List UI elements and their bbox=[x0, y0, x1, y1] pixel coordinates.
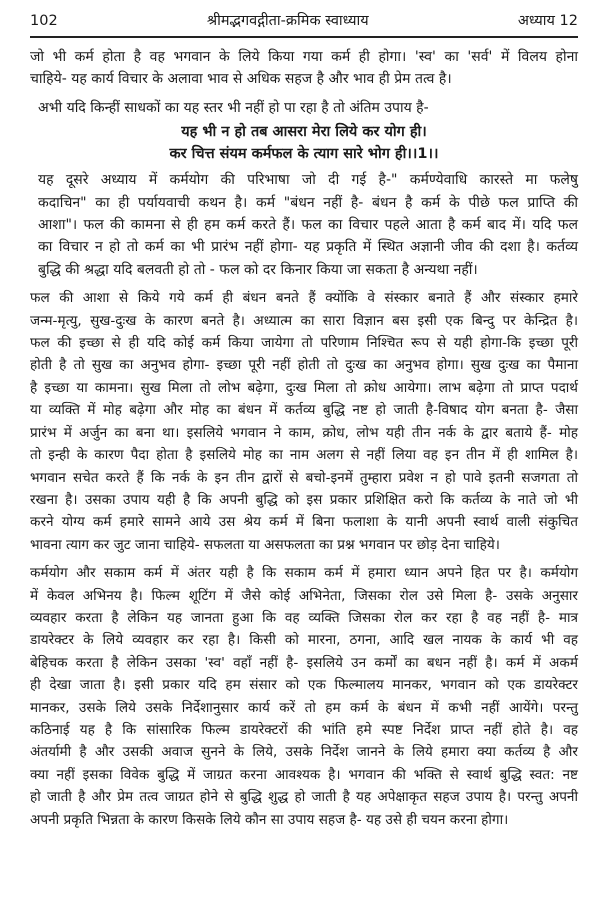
page-number: 102 bbox=[30, 13, 58, 29]
text-line: यह दूसरे अध्याय में कर्मयोग की परिभाषा जो दी गई है-" कर्मण्येवाधि कारस्ते मा फलेषु bbox=[38, 172, 578, 189]
page-header bbox=[30, 0, 578, 30]
text-line: रखना है। उसका उपाय यही है कि अपनी बुद्धि को इस प्रकार प्रशिक्षित करो कि कर्तव्य के नाते जो भी bbox=[30, 491, 578, 508]
header-rule bbox=[30, 36, 578, 38]
text-line: फल की आशा से किये गये कर्म ही बंधन बनते हैं क्योंकि वे संस्कार बनाते हैं और संस्कार हमारे bbox=[30, 290, 578, 307]
text-line: अभी यदि किन्हीं साधकों का यह स्तर भी नहीं हो पा रहा है तो अंतिम उपाय है- bbox=[38, 99, 429, 116]
text-line: हो जाती है और प्रेम तत्व जाग्रत होने से बुद्धि शुद्ध हो जाती है यह अपेक्षाकृत सहज उपाय है। परन्तु अपनी bbox=[30, 789, 578, 806]
paragraph-acting-analogy bbox=[30, 562, 578, 831]
text-line: बुद्धि की श्रद्धा यदि बलवती हो तो - फल को दर किनार किया जा सकता है अन्यथा नहीं। bbox=[38, 261, 478, 278]
text-line: में केवल अभिनय है। फिल्म शूटिंग में जैसे कोई अभिनेता, जिसका रोल उसे मिला है- उसके अनुसार bbox=[30, 587, 578, 604]
text-line: आशा"। फल की कामना से ही हम कर्म करते हैं। फल का विचार पहले आता है कर्म बाद में। यदि फल bbox=[38, 217, 578, 234]
chapter-label: अध्याय 12 bbox=[517, 13, 578, 29]
text-line: करने योग्य कर्म हमारे सामने आये उस श्रेय कर्म में बिना फलाशा के यानी अपनी स्वार्थ वाली संकुचित bbox=[30, 514, 578, 531]
text-line: या व्यक्ति में मोह बढ़ेगा और मोह का बंधन में कर्तव्य बुद्धि नष्ट हो जाती है-विषाद योग बनता है- जैसा bbox=[30, 402, 578, 419]
text-line: चाहिये- यह कार्य विचार के अलावा भाव से अधिक सहज है और भाव ही प्रेम तत्व है। bbox=[30, 71, 452, 88]
text-line: व्यवहार करता है लेकिन यह जानता हुआ कि वह व्यक्ति जिसका रोल कर रहा है वह नहीं है- मात्र bbox=[30, 609, 578, 626]
text-line: कठिनाई यह है कि सांसारिक फिल्म डायरेक्टरों की भांति हमे स्पष्ट निर्देश प्राप्त नहीं होते है। वह bbox=[30, 721, 578, 738]
text-line: कदाचिन" का ही पर्यायवाची कथन है। कर्म "बंधन नहीं है- बंधन है कर्म के पीछे फल प्राप्ति की bbox=[38, 194, 578, 211]
text-line: ही देखा जाता है। इसी प्रकार यदि हम संसार को एक फिल्मालय मानकर, भगवान को एक डायरेक्टर bbox=[30, 677, 578, 694]
verse-line: यह भी न हो तब आसरा मेरा लिये कर योग ही। bbox=[181, 124, 427, 141]
paragraph-lead-in bbox=[30, 97, 578, 119]
text-line: तो इन्ही के कारण पैदा होता है इसलिये मोह का नाम अलग से नहीं लिया वह इन तीन में ही शामिल है। bbox=[30, 447, 578, 464]
paragraph-intro bbox=[30, 46, 578, 91]
text-line: जन्म-मृत्यु, सुख-दुःख के कारण बनते है। अध्यात्म का सारा विज्ञान बस इसी एक बिन्दु पर केन्द्रित है। bbox=[30, 312, 578, 329]
text-line: फल की इच्छा से ही यदि कोई कर्म किया जायेगा तो परिणाम निश्चित रूप से यही होगा-कि इच्छा पूरी bbox=[30, 335, 578, 352]
text-line: होती है तो सुख का अनुभव होगा- इच्छा पूरी नहीं होती तो दुःख का अनुभव होगा। सुख दुःख का पैमाना bbox=[30, 357, 578, 374]
text-line: भगवान सचेत करते हैं कि नर्क के इन तीन द्वारों से बचो-इनमें तुम्हारा प्रवेश न हो पावे इतनी सजगता तो bbox=[30, 469, 578, 486]
text-line: है इच्छा या कामना। सुख मिला तो लोभ बढ़ेगा, दुःख मिला तो क्रोध आयेगा। लाभ बढ़ेगा तो प्राप्त पदार्थ bbox=[30, 379, 578, 396]
text-line: जो भी कर्म होता है वह भगवान के लिये किया गया कर्म ही होगा। 'स्व' का 'सर्व' में विलय होना bbox=[30, 49, 578, 65]
text-line: मानकर, उसके लिये उसके निर्देशानुसार कार्य करें तो हम कर्म के बंधन में कभी नहीं आयेंगे। परन्तु bbox=[30, 699, 578, 716]
paragraph-karmayoga-definition bbox=[30, 169, 578, 281]
text-line: कर्मयोग और सकाम कर्म में अंतर यही है कि सकाम कर्म में हमारा ध्यान अपने हित पर है। कर्मयोग bbox=[30, 565, 578, 582]
text-line: क्या नहीं इसका विवेक बुद्धि में जाग्रत करना आवश्यक है। भगवान की भक्ति से स्वार्थ बुद्धि स्वत: नष्ट bbox=[30, 766, 578, 783]
paragraph-desire-bondage bbox=[30, 287, 578, 556]
text-line: अपनी प्रकृति भिन्नता के कारण किसके लिये कौन सा उपाय सहज है- यह उसे ही चयन करना होगा। bbox=[30, 811, 509, 828]
text-line: भावना त्याग कर जुट जाना चाहिये- सफलता या असफलता का प्रश्न भगवान पर छोड़ देना चाहिये। bbox=[30, 536, 500, 553]
text-line: का विचार न हो तो कर्म का भी प्रारंभ नहीं होगा- यह प्रकृति में स्थित अज्ञानी जीव की दशा है। कर्तव्य bbox=[38, 239, 578, 256]
text-line: प्रारंभ में अर्जुन का बना था। इसलिये भगवान ने काम, क्रोध, लोभ यही तीन नर्क के द्वार बताये हैं- मोह bbox=[30, 424, 578, 441]
text-line: बेहिचक करता है लेकिन उसका 'स्व' वहाँ नहीं है- इसलिये उन कर्मों का बधन नहीं है। कर्म में अकर्म bbox=[30, 654, 578, 671]
verse-block bbox=[30, 121, 578, 165]
verse-line: कर चित्त संयम कर्मफल के त्याग सारे भोग ही।।1।। bbox=[169, 146, 439, 163]
text-line: अंतर्यामी है और उसकी अवाज सुनने के लिये, उसके निर्देश जानने के लिये हमारा क्या कर्तव्य है और bbox=[30, 744, 578, 761]
running-title: श्रीमद्भगवद्गीता-क्रमिक स्वाध्याय bbox=[206, 13, 369, 29]
text-line: डायरेक्टर के लिये व्यवहार कर रहा है। किसी को मारना, ठगना, आदि खल नायक के कार्य भी वह bbox=[30, 632, 578, 649]
